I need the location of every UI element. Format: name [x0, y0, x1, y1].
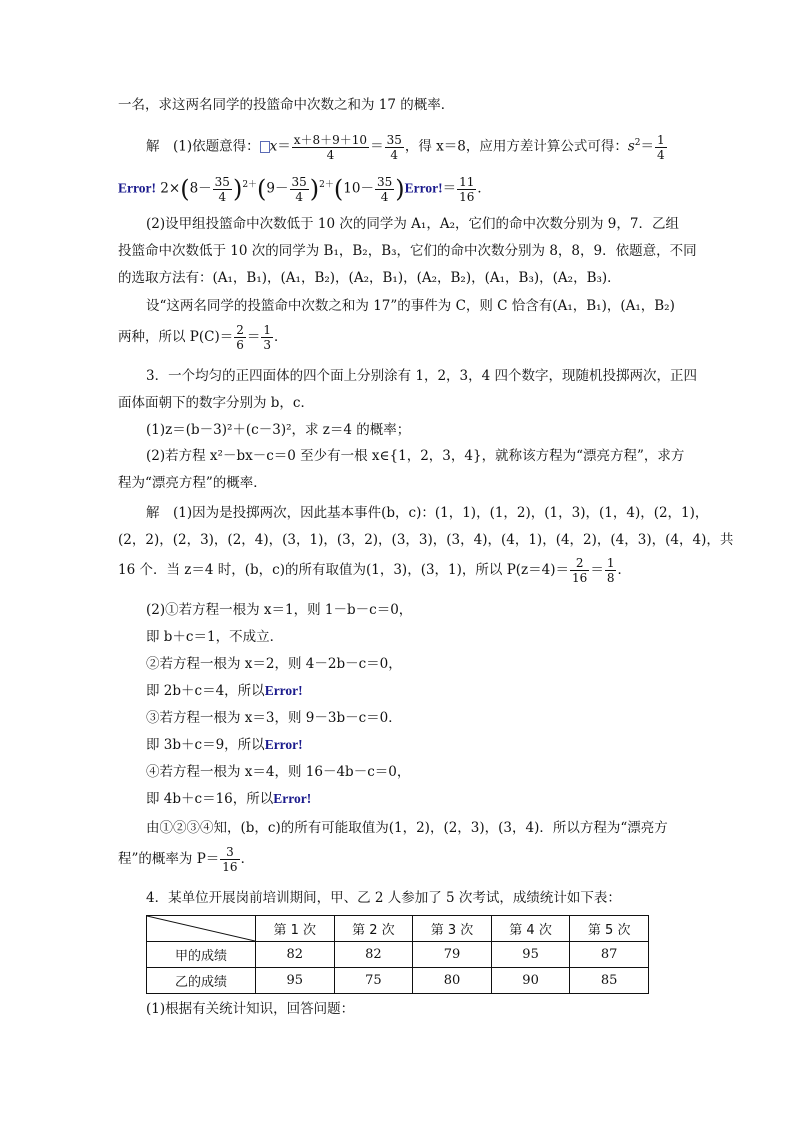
fraction: $\frac{3}{16}$: [222, 845, 238, 874]
text-line: [118, 322, 288, 352]
text: ＝: [590, 562, 604, 578]
error-field: Error!: [118, 180, 156, 196]
text-line: 面体面朝下的数字分别为 b，c．: [118, 395, 314, 411]
text: 16 个．当 z＝4 时，(b，c)的所有取值为(1，3)，(3，1)，所以 P(z＝4)＝: [118, 562, 570, 578]
text: 9－: [266, 180, 289, 197]
error-field: Error!: [264, 683, 303, 698]
fraction: $\frac{1}{4}$: [657, 132, 665, 162]
text: ＝: [640, 138, 655, 155]
variance-line: Error! 2×(8－ $\frac{35}{4}$ )$^{2+}$(9－ $\frac{35}{4}$ )$^{2+}$(10－ $\frac{35}{4}$ )Error!＝ $\frac{11}{16}$ ．: [118, 174, 491, 204]
text: 即 3b＋c＝9，所以: [146, 737, 265, 753]
text-line: 由①②③④知，(b，c)的所有可能取值为(1，2)，(2，3)，(3，4)．所以方程为“漂亮方: [146, 820, 668, 836]
text: 即 4b＋c＝16，所以: [146, 791, 274, 807]
text-line: 一名，求这两名同学的投篮命中次数之和为 17 的概率．: [118, 97, 455, 113]
text-line: ④若方程一根为 x＝4，则 16－4b－c＝0，: [146, 764, 411, 780]
text: 两种，所以 P(C)＝: [118, 329, 234, 345]
table-corner-cell: [147, 916, 256, 942]
text: ．: [274, 329, 288, 345]
fraction: $\frac{2}{6}$: [236, 323, 244, 352]
text-line: (1)根据有关统计知识，回答问题：: [146, 1001, 355, 1017]
table-header-cell: 第 2 次: [334, 916, 413, 942]
table-cell: 82: [334, 942, 413, 968]
fraction: $\frac{x+8+9+10}{4}$: [293, 132, 368, 162]
text-line: [118, 844, 254, 874]
fraction: $\frac{1}{3}$: [263, 323, 272, 352]
text-line: [146, 735, 303, 755]
broken-image-icon: [260, 141, 270, 153]
text: 2＋: [242, 180, 258, 190]
text: ，得 x＝8，应用方差计算公式可得：: [404, 138, 628, 155]
error-field: Error!: [404, 180, 443, 196]
table-header-cell: 第 4 次: [491, 916, 570, 942]
text: 程”的概率为 P＝: [118, 851, 220, 867]
question-3: 3．一个均匀的正四面体的四个面上分别涂有 1，2，3，4 四个数字，现随机投掷两次，正四: [146, 368, 698, 384]
text-line: (2)设甲组投篮命中次数低于 10 次的同学为 A₁，A₂，它们的命中次数分别为 9，7．乙组: [146, 216, 679, 232]
text: 8－: [189, 180, 212, 197]
solution-1-line: 解 (1)依题意得： x＝ $\frac{x+8+9+10}{4}$ ＝ $\frac{35}{4}$ ，得 x＝8，应用方差计算公式可得：$s^2=$ $\frac{1}{4}$: [146, 132, 665, 162]
table-header-cell: 第 5 次: [570, 916, 649, 942]
table-row: [147, 968, 649, 994]
text-line: [118, 555, 631, 585]
text: ＝: [370, 138, 384, 155]
fraction: $\frac{35}{4}$: [376, 174, 393, 204]
error-field: Error!: [273, 791, 312, 806]
table-header-cell: 第 3 次: [413, 916, 492, 942]
table-cell: 82: [256, 942, 335, 968]
text-line: 程为“漂亮方程”的概率．: [118, 475, 267, 491]
text: 解 (1)依题意得：: [146, 138, 260, 155]
table-cell: 95: [491, 942, 570, 968]
text: ＝: [277, 138, 291, 155]
table-header-row: [147, 916, 649, 942]
fraction: $\frac{1}{8}$: [606, 556, 615, 585]
fraction: $\frac{35}{4}$: [386, 132, 402, 162]
text-line: [146, 789, 311, 809]
table-cell: 95: [256, 968, 335, 994]
table-cell: 80: [413, 968, 492, 994]
score-table: [146, 915, 649, 994]
text: 2: [634, 138, 641, 148]
text-line: [146, 681, 303, 701]
text-line: (2，2)，(2，3)，(2，4)，(3，1)，(3，2)，(3，3)，(3，4)，(4，1)，(4，2)，(4，3)，(4，4)，共: [118, 532, 734, 548]
table-cell: 90: [491, 968, 570, 994]
fraction: $\frac{2}{16}$: [572, 556, 588, 585]
error-field: Error!: [264, 737, 303, 752]
text: ．: [617, 562, 631, 578]
text-line: (2)若方程 x²－bx－c＝0 至少有一根 x∈{1，2，3，4}，就称该方程为“漂亮方程”，求方: [146, 448, 685, 464]
table-cell: 75: [334, 968, 413, 994]
row-label: 甲的成绩: [147, 942, 256, 968]
text-line: ③若方程一根为 x＝3，则 9－3b－c＝0．: [146, 710, 402, 726]
text-line: 解 (1)因为是投掷两次，因此基本事件(b，c)：(1，1)，(1，2)，(1，3)，(1，4)，(2，1)，: [146, 505, 709, 521]
question-4: 4．某单位开展岗前培训期间，甲、乙 2 人参加了 5 次考试，成绩统计如下表：: [146, 890, 621, 906]
text-line: (2)①若方程一根为 x＝1，则 1－b－c＝0，: [146, 602, 413, 618]
text: s: [627, 138, 635, 155]
table-header-cell: 第 1 次: [256, 916, 335, 942]
table-cell: 79: [413, 942, 492, 968]
table-cell: 87: [570, 942, 649, 968]
text: ＝: [246, 329, 261, 345]
text-line: ②若方程一根为 x＝2，则 4－2b－c＝0，: [146, 656, 402, 672]
text: 2＋: [319, 180, 334, 190]
text-line: 即 b＋c＝1，不成立．: [146, 629, 284, 645]
row-label: 乙的成绩: [147, 968, 256, 994]
text: ．: [240, 851, 255, 867]
text: ．: [477, 180, 491, 197]
text-line: 设“这两名同学的投篮命中次数之和为 17”的事件为 C，则 C 恰含有(A₁，B₁)，(A₁，B₂): [146, 298, 675, 314]
fraction: $\frac{11}{16}$: [459, 174, 475, 204]
text-line: 的选取方法有：(A₁，B₁)，(A₁，B₂)，(A₂，B₁)，(A₂，B₂)，(A₁，B₃)，(A₂，B₃)．: [118, 270, 621, 286]
fraction: $\frac{35}{4}$: [214, 174, 230, 204]
table-row: [147, 942, 649, 968]
text: 2×: [155, 180, 181, 197]
text: ＝: [442, 180, 457, 197]
table-cell: 85: [570, 968, 649, 994]
text-line: (1)z＝(b－3)²＋(c－3)²，求 z＝4 的概率；: [146, 422, 411, 438]
text-line: 投篮命中次数低于 10 次的同学为 B₁，B₂，B₃，它们的命中次数分别为 8，8，9．依题意，不同: [118, 243, 697, 259]
fraction: $\frac{35}{4}$: [291, 174, 307, 204]
text: 即 2b＋c＝4，所以: [146, 683, 265, 699]
text: 10－: [343, 180, 374, 197]
